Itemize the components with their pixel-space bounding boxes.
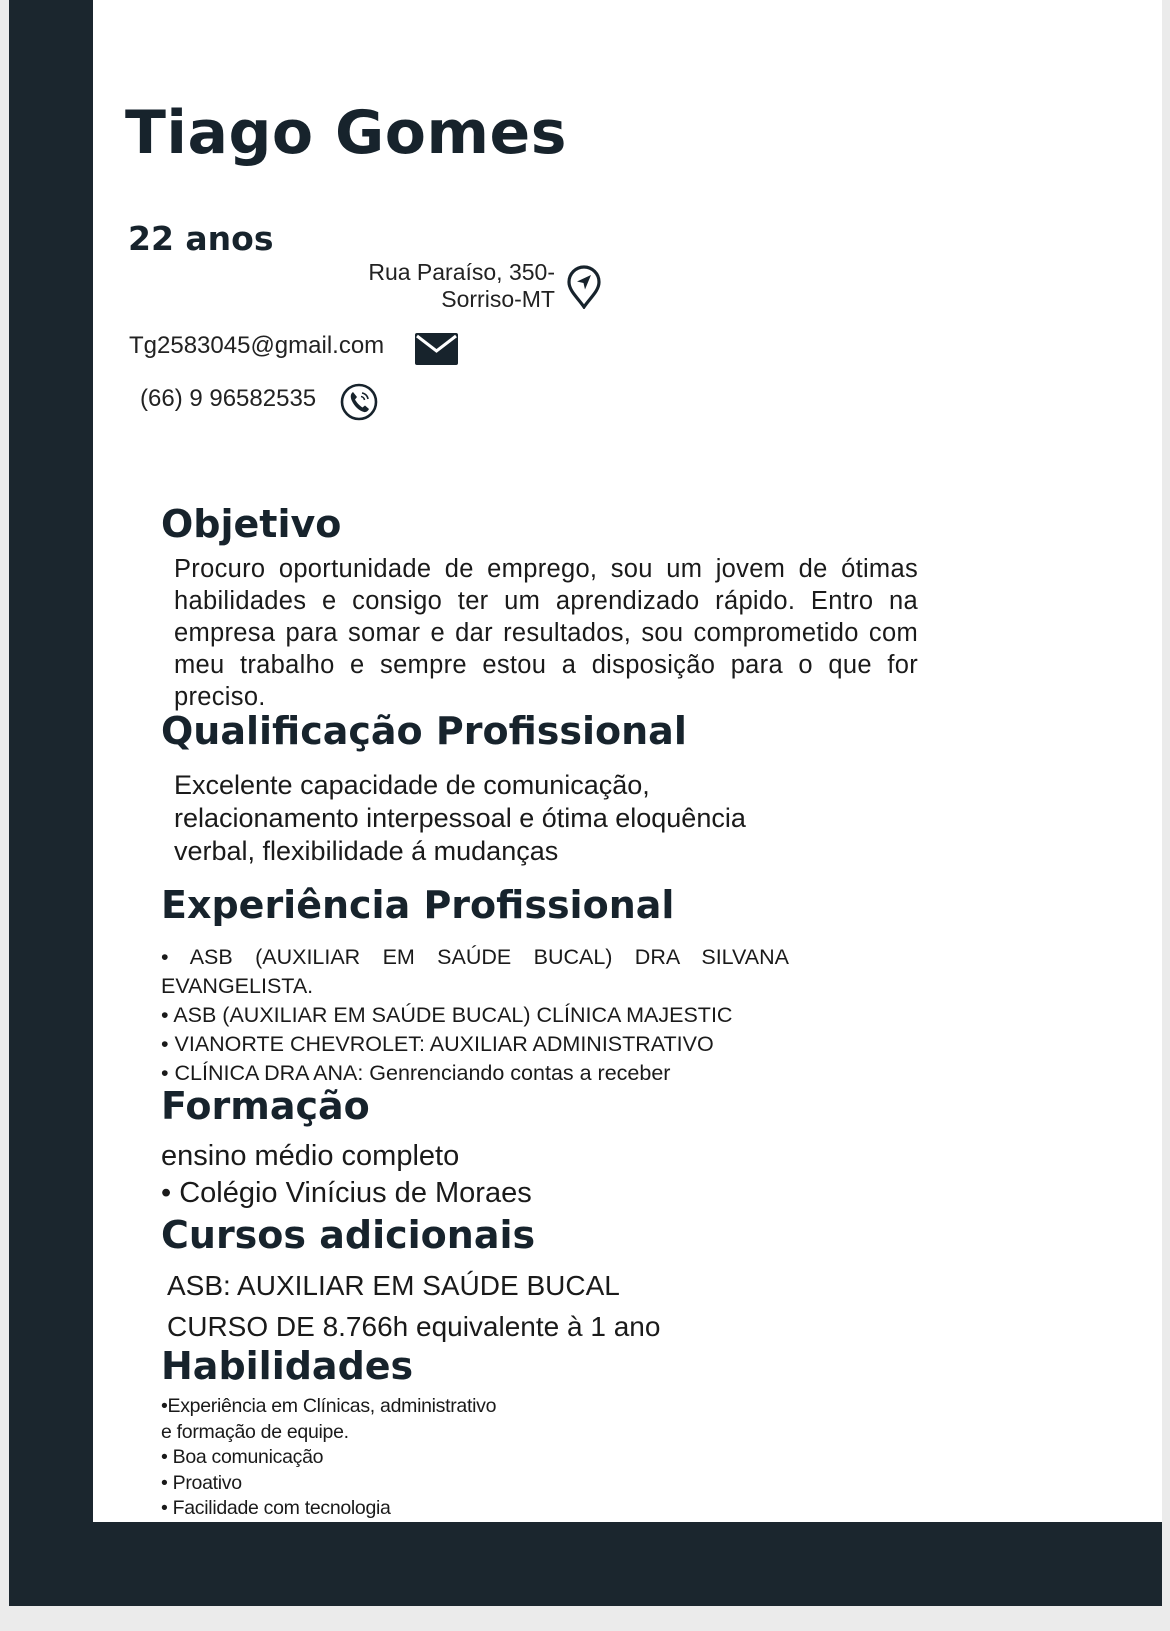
- section-title-habilidades: Habilidades: [161, 1344, 414, 1388]
- left-sidebar-band: [9, 0, 93, 1606]
- phone-icon: [340, 383, 378, 421]
- candidate-age: 22 anos: [128, 219, 274, 258]
- list-item: •Experiência em Clínicas, administrativo: [161, 1395, 497, 1417]
- education-level: ensino médio completo: [161, 1140, 460, 1172]
- list-item: • Facilidade com tecnologia: [161, 1497, 391, 1519]
- address: [300, 259, 555, 313]
- education-school: • Colégio Vinícius de Moraes: [161, 1177, 532, 1209]
- list-item: • VIANORTE CHEVROLET: AUXILIAR ADMINISTRATIVO: [161, 1032, 714, 1056]
- list-item: • ASB (AUXILIAR EM SAÚDE BUCAL) CLÍNICA MAJESTIC: [161, 1003, 733, 1027]
- qualification-text: Excelente capacidade de comunicação, relacionamento interpessoal e ótima eloquência verbal, flexibilidade á mudanças: [174, 770, 746, 866]
- candidate-name: Tiago Gomes: [125, 98, 567, 168]
- experience-list: [161, 943, 789, 1088]
- objective-text: Procuro oportunidade de emprego, sou um jovem de ótimas habilidades e consigo ter um aprendizado rápido. Entro na empresa para somar e dar resultados, sou comprometido com meu trabalho e sempre estou a disposição para o que for preciso.: [174, 555, 918, 711]
- list-item: • CLÍNICA DRA ANA: Genrenciando contas a receber: [161, 1061, 671, 1085]
- address-line-1: Rua Paraíso, 350-: [368, 259, 555, 285]
- skills-list: [161, 1394, 496, 1522]
- envelope-icon: [415, 333, 458, 365]
- section-title-cursos: Cursos adicionais: [161, 1213, 536, 1257]
- section-title-experiencia: Experiência Profissional: [161, 883, 675, 927]
- section-title-objetivo: Objetivo: [161, 502, 342, 546]
- phone-number: (66) 9 96582535: [140, 385, 317, 412]
- list-item: • Proativo: [161, 1471, 242, 1494]
- section-title-formacao: Formação: [161, 1084, 370, 1128]
- bottom-band: [9, 1522, 1162, 1606]
- list-item: e formação de equipe.: [161, 1420, 349, 1443]
- address-line-2: Sorriso-MT: [441, 286, 555, 312]
- course-name: ASB: AUXILIAR EM SAÚDE BUCAL: [167, 1270, 620, 1301]
- email-address: Tg2583045@gmail.com: [129, 332, 385, 359]
- section-title-qualificacao: Qualificação Profissional: [161, 709, 687, 753]
- list-item: • ASB (AUXILIAR EM SAÚDE BUCAL) DRA SILVANA EVANGELISTA.: [161, 945, 789, 998]
- location-pin-icon: [566, 265, 602, 309]
- list-item: • Boa comunicação: [161, 1446, 324, 1468]
- course-duration: CURSO DE 8.766h equivalente à 1 ano: [167, 1311, 661, 1342]
